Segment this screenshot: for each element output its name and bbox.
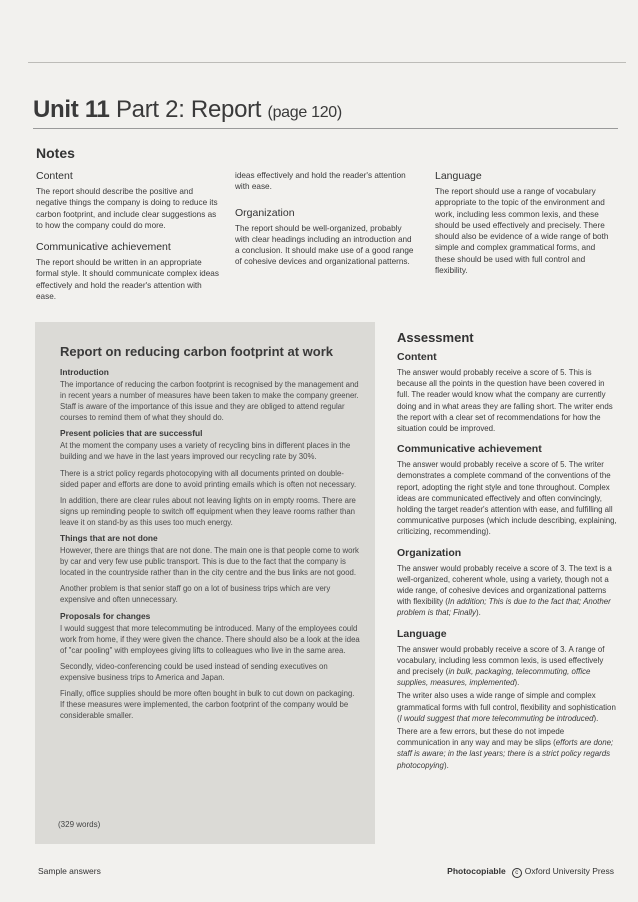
notes-column-3 <box>435 170 617 286</box>
word-count: (329 words) <box>58 820 101 829</box>
report-intro-heading: Introduction <box>60 367 109 377</box>
notes-org-text: The report should be well-organized, probably with clear headings including an introduction and a conclusion. It should make use of a good range of cohesive devices and organizational patterns. <box>235 223 414 267</box>
assess-org-text: The answer would probably receive a score of 3. The text is a well-organized, coherent whole, using a variety, though not a wide range, of cohesive devices and organizational patterns with flexibility (In addition; This is due to the fact that; Another problem is that; Finally). <box>397 563 612 618</box>
assess-lang-examples-2: I would suggest that more telecommuting be introduced <box>399 713 594 723</box>
assess-comm-text: The answer would probably receive a score of 5. The writer demonstrates a complete command of the conventions of the report, adopting the right style and tone throughout. Complex ideas are communicated effectively and often convincingly, holding the target reader's attention with ease, and fulfilling all communicative purposes (which include describing, explaining, criticizing, recommending). <box>397 460 617 537</box>
page-reference: (page 120) <box>267 104 342 121</box>
title-rule <box>33 128 618 129</box>
assess-lang-heading: Language <box>397 627 447 640</box>
assess-lang-examples-1: in bulk, packaging, telecommuting, office supplies, measures, implemented <box>397 667 591 688</box>
report-notdone-heading: Things that are not done <box>60 533 158 544</box>
assessment-heading: Assessment <box>397 330 474 345</box>
report-proposals-text-1: I would suggest that more telecommuting be introduced. Many of the employees could work from home, if they were given the chance. There should also be a look at the idea of "car pooling" with employees giving lifts to colleagues who live in the same area. <box>60 623 360 655</box>
photocopiable-label: Photocopiable <box>447 866 506 876</box>
notes-comm-heading: Communicative achievement <box>36 241 171 254</box>
assess-comm-heading: Communicative achievement <box>397 443 542 456</box>
report-present-text-3: In addition, there are clear rules about not leaving lights on in empty rooms. There are signs up reminding people to switch off equipment when they leave rooms rather than leave it on stand-by as this uses too much energy. <box>60 495 356 527</box>
assess-org-heading: Organization <box>397 546 462 559</box>
report-proposals-text-2: Secondly, video-conferencing could be used instead of sending executives on expensive business trips to America and Japan. <box>60 661 328 682</box>
assess-lang-text-2: The writer also uses a wide range of simple and complex grammatical forms with full control, flexibility and sophistication (I would suggest that more telecommuting be introduced). <box>397 691 616 723</box>
copyright-icon: c <box>512 868 522 878</box>
assess-lang-examples-3: efforts are done; staff is aware; in the last years; there is a strict policy regards photocopying <box>397 738 614 770</box>
report-section-proposals <box>60 611 360 722</box>
publisher-name: Oxford University Press <box>524 866 614 876</box>
report-proposals-text-3: Finally, office supplies should be more often bought in bulk to cut down on packaging. If these measures were implemented, the carbon footprint of the company would be considerable smaller. <box>60 688 355 721</box>
report-title: Report on reducing carbon footprint at work <box>60 344 333 359</box>
report-present-text-1: At the moment the company uses a variety of recycling bins in different places in the building and we have in the last years improved our recycling rate by 30%. <box>60 441 351 462</box>
notes-content-heading: Content <box>36 170 73 182</box>
notes-column-1 <box>36 170 222 301</box>
report-present-heading: Present policies that are successful <box>60 428 203 439</box>
unit-label: Unit 11 <box>33 96 110 123</box>
report-intro-text: The importance of reducing the carbon footprint is recognised by the management and in recent years a number of measures have been taken to make the company greener. Staff is aware of the importance of this issue and they are obliged to attend regular courses to remind them of what they should do. <box>60 380 359 423</box>
assess-content-heading: Content <box>397 351 437 363</box>
sample-report <box>60 344 360 726</box>
report-section-not-done <box>60 533 360 605</box>
notes-comm-text-continued: ideas effectively and hold the reader's attention with ease. <box>235 171 406 192</box>
report-present-text-2: There is a strict policy regards photocopying with all documents printed on double-sided paper and efforts are done to avoid printing emails which is often not necessary. <box>60 468 357 489</box>
report-section-introduction <box>60 367 360 423</box>
notes-column-2 <box>235 170 417 278</box>
report-notdone-text-2: Another problem is that senior staff go on a lot of business trips which are very expensive and often unnecessary. <box>60 584 331 605</box>
notes-comm-text: The report should be written in an appropriate formal style. It should communicate complex ideas effectively and hold the reader's attention with ease. <box>36 258 219 302</box>
notes-content-text: The report should describe the positive and negative things the company is doing to reduce its carbon footprint, and include clear suggestions as to how the company could do more. <box>36 187 218 230</box>
part-label: Part 2: Report <box>115 96 262 123</box>
notes-lang-heading: Language <box>435 170 482 182</box>
report-notdone-text-1: However, there are things that are not done. The main one is that people come to work by car and very few use public transport. This is due to the fact that the company is located in the countryside rather than in the city centre and the bus links are not good. <box>60 546 359 578</box>
sample-report-box <box>35 322 375 844</box>
report-proposals-heading: Proposals for changes <box>60 610 151 621</box>
report-section-present <box>60 428 360 528</box>
top-rule <box>28 62 626 63</box>
assess-content-text: The answer would probably receive a score of 5. This is because all the points in the question have been covered in full. The reader would know what the company are currently doing and in what areas they are falling short. The writer ends the report with a clear set of recommendations for how the situation could be improved. <box>397 368 613 434</box>
footer-section-label: Sample answers <box>38 866 101 876</box>
footer-copyright <box>447 866 614 878</box>
assess-lang-text-1: The answer would probably receive a score of 3. A range of vocabulary, including less common lexis, is used effectively and precisely (in bulk, packaging, telecommuting, office supplies, measures, implemented). <box>397 644 605 688</box>
notes-lang-text: The report should use a range of vocabulary appropriate to the topic of the environment and work, including less common lexis, and these should be used effectively and precisely. There should also be evidence of a wide range of both simple and complex grammatical forms, and these should be used with full control and flexibility. <box>435 187 609 276</box>
notes-heading: Notes <box>36 145 75 161</box>
notes-org-heading: Organization <box>235 206 295 219</box>
assessment-column <box>397 330 617 780</box>
page-title <box>33 96 342 124</box>
assess-org-examples: In addition; This is due to the fact that; Another problem is that; Finally <box>397 597 611 618</box>
assess-lang-text-3: There are a few errors, but these do not impede communication in any way and may be slips (efforts are done; staff is aware; in the last years; there is a strict policy regards photocopying). <box>397 727 614 770</box>
